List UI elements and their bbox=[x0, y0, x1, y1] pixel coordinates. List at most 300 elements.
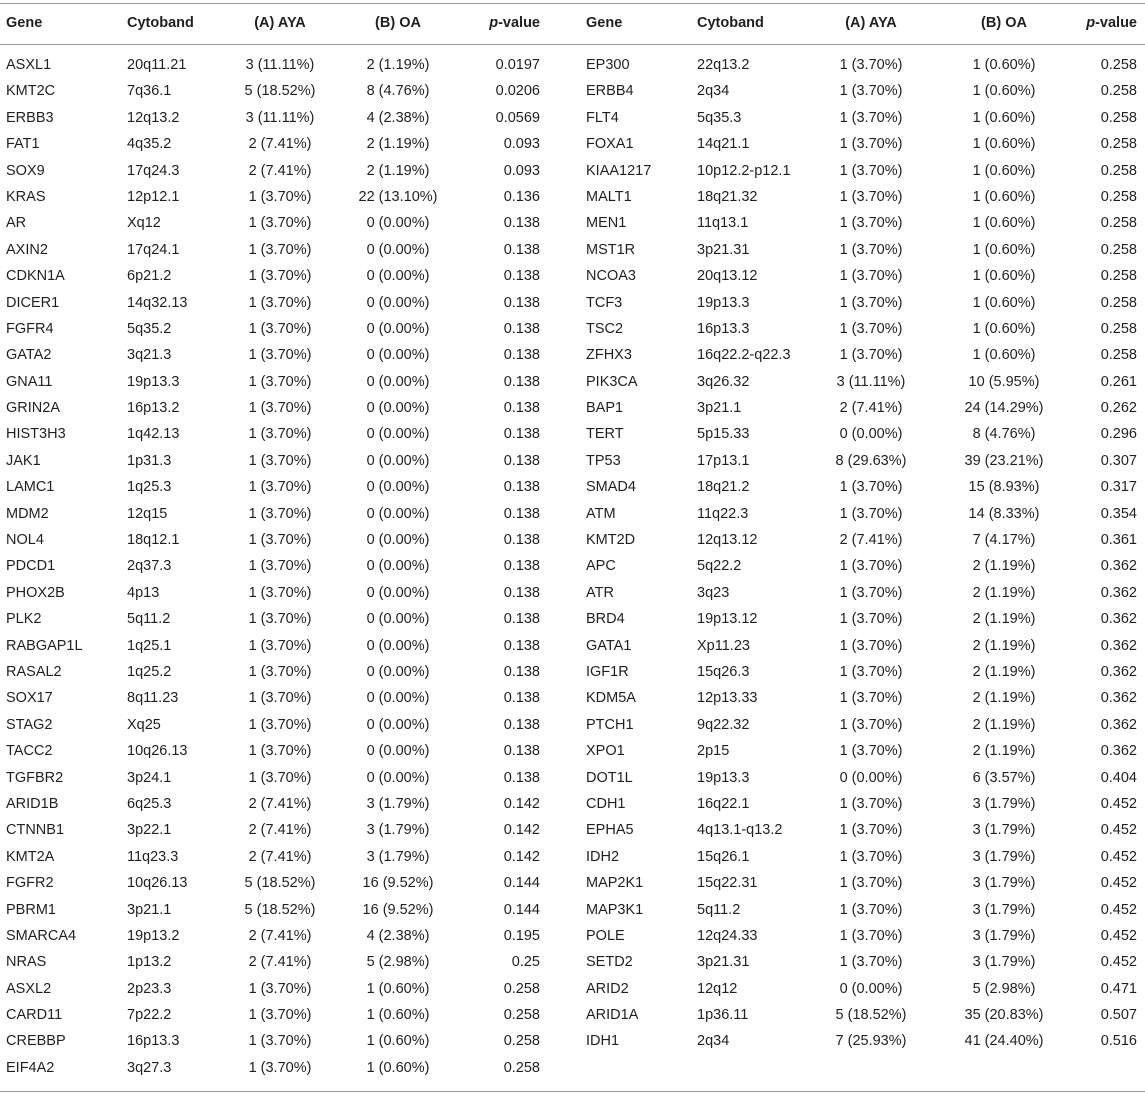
aya-cell: 1 (3.70%) bbox=[839, 743, 903, 760]
aya-cell: 1 (3.70%) bbox=[248, 637, 312, 654]
aya-cell: 1 (3.70%) bbox=[248, 320, 312, 337]
pvalue-cell: 0.258 bbox=[503, 1059, 540, 1076]
aya-cell: 1 (3.70%) bbox=[839, 57, 903, 73]
gene-cell: TP53 bbox=[586, 452, 621, 469]
oa-cell: 2 (1.19%) bbox=[972, 584, 1036, 601]
aya-cell: 2 (7.41%) bbox=[839, 532, 903, 549]
cytoband-cell: 1q42.13 bbox=[127, 426, 180, 443]
table-row bbox=[580, 1030, 1145, 1056]
pvalue-cell: 0.258 bbox=[1100, 215, 1137, 232]
oa-cell: 6 (3.57%) bbox=[972, 769, 1036, 786]
cytoband-cell: 5q35.3 bbox=[697, 109, 742, 126]
cytoband-cell: 16p13.3 bbox=[697, 320, 750, 337]
table-row bbox=[580, 846, 1145, 872]
cytoband-cell: 2q37.3 bbox=[127, 558, 172, 575]
table-row bbox=[580, 925, 1145, 951]
oa-cell: 1 (0.60%) bbox=[972, 109, 1036, 126]
pvalue-cell: 0.452 bbox=[1100, 901, 1137, 918]
header-p-suffix: -value bbox=[1095, 15, 1137, 31]
pvalue-cell: 0.258 bbox=[1100, 294, 1137, 311]
cytoband-cell: 3p22.1 bbox=[127, 822, 172, 839]
cytoband-cell: 22q13.2 bbox=[697, 57, 750, 73]
aya-cell: 1 (3.70%) bbox=[248, 532, 312, 549]
aya-cell: 1 (3.70%) bbox=[839, 109, 903, 126]
table-row bbox=[0, 793, 560, 819]
table-row bbox=[0, 371, 560, 397]
table-row bbox=[0, 1030, 560, 1056]
cytoband-cell: 4p13 bbox=[127, 584, 160, 601]
aya-cell: 3 (11.11%) bbox=[245, 57, 315, 73]
cytoband-cell: 1q25.2 bbox=[127, 663, 172, 680]
oa-cell: 3 (1.79%) bbox=[366, 795, 430, 812]
header-cytoband-left: Cytoband bbox=[127, 15, 194, 31]
oa-cell: 2 (1.19%) bbox=[972, 690, 1036, 707]
gene-cell: APC bbox=[586, 558, 616, 575]
pvalue-cell: 0.452 bbox=[1100, 822, 1137, 839]
aya-cell: 1 (3.70%) bbox=[839, 584, 903, 601]
table-row bbox=[0, 318, 560, 344]
oa-cell: 0 (0.00%) bbox=[366, 400, 430, 417]
table-row bbox=[580, 555, 1145, 581]
oa-cell: 3 (1.79%) bbox=[972, 848, 1036, 865]
gene-cell: ATR bbox=[586, 584, 614, 601]
oa-cell: 1 (0.60%) bbox=[366, 1007, 430, 1024]
gene-cell: MAP2K1 bbox=[586, 875, 644, 892]
pvalue-cell: 0.138 bbox=[503, 690, 540, 707]
gene-cell: NRAS bbox=[6, 954, 47, 971]
aya-cell: 3 (11.11%) bbox=[836, 373, 906, 390]
table-row bbox=[0, 555, 560, 581]
oa-cell: 3 (1.79%) bbox=[972, 927, 1036, 944]
oa-cell: 0 (0.00%) bbox=[366, 505, 430, 522]
pvalue-cell: 0.258 bbox=[1100, 188, 1137, 205]
aya-cell: 2 (7.41%) bbox=[248, 848, 312, 865]
aya-cell: 1 (3.70%) bbox=[248, 505, 312, 522]
table-row bbox=[0, 107, 560, 133]
cytoband-cell: 12p12.1 bbox=[127, 188, 180, 205]
pvalue-cell: 0.138 bbox=[503, 426, 540, 443]
aya-cell: 1 (3.70%) bbox=[248, 663, 312, 680]
pvalue-cell: 0.138 bbox=[503, 215, 540, 232]
table-row bbox=[580, 371, 1145, 397]
pvalue-cell: 0.258 bbox=[1100, 241, 1137, 258]
cytoband-cell: 19p13.3 bbox=[697, 294, 750, 311]
gene-cell: RABGAP1L bbox=[6, 637, 83, 654]
table-row bbox=[580, 635, 1145, 661]
pvalue-cell: 0.138 bbox=[503, 611, 540, 628]
table-row bbox=[580, 714, 1145, 740]
aya-cell: 1 (3.70%) bbox=[248, 584, 312, 601]
oa-cell: 39 (23.21%) bbox=[964, 452, 1044, 469]
pvalue-cell: 0.258 bbox=[1100, 83, 1137, 100]
pvalue-cell: 0.362 bbox=[1100, 611, 1137, 628]
table-row bbox=[0, 635, 560, 661]
table-row bbox=[0, 925, 560, 951]
cytoband-cell: 15q22.31 bbox=[697, 875, 758, 892]
aya-cell: 1 (3.70%) bbox=[839, 954, 903, 971]
gene-cell: STAG2 bbox=[6, 716, 53, 733]
table-row bbox=[580, 397, 1145, 423]
gene-cell: CDKN1A bbox=[6, 268, 65, 285]
oa-cell: 41 (24.40%) bbox=[964, 1033, 1044, 1050]
table-row bbox=[580, 951, 1145, 977]
oa-cell: 24 (14.29%) bbox=[964, 400, 1044, 417]
aya-cell: 2 (7.41%) bbox=[248, 822, 312, 839]
header-rule bbox=[0, 44, 1145, 45]
aya-cell: 1 (3.70%) bbox=[248, 479, 312, 496]
table-row bbox=[0, 846, 560, 872]
pvalue-cell: 0.138 bbox=[503, 400, 540, 417]
oa-cell: 10 (5.95%) bbox=[968, 373, 1040, 390]
cytoband-cell: 8q11.23 bbox=[127, 690, 179, 707]
pvalue-cell: 0.452 bbox=[1100, 927, 1137, 944]
cytoband-cell: 16p13.2 bbox=[127, 400, 180, 417]
gene-cell: TCF3 bbox=[586, 294, 623, 311]
aya-cell: 1 (3.70%) bbox=[248, 716, 312, 733]
header-p-italic: p bbox=[1086, 15, 1096, 31]
gene-cell: ARID1B bbox=[6, 795, 59, 812]
cytoband-cell: 20q11.21 bbox=[127, 57, 187, 73]
oa-cell: 0 (0.00%) bbox=[366, 347, 430, 364]
gene-cell: ERBB3 bbox=[6, 109, 54, 126]
cytoband-cell: 4q35.2 bbox=[127, 136, 172, 153]
pvalue-cell: 0.195 bbox=[503, 927, 540, 944]
aya-cell: 1 (3.70%) bbox=[248, 611, 312, 628]
gene-cell: BRD4 bbox=[586, 611, 625, 628]
aya-cell: 1 (3.70%) bbox=[839, 479, 903, 496]
header-pvalue-right bbox=[1065, 15, 1137, 31]
table-row bbox=[580, 265, 1145, 291]
cytoband-cell: 1p36.11 bbox=[697, 1007, 749, 1024]
table-row bbox=[0, 608, 560, 634]
oa-cell: 3 (1.79%) bbox=[972, 954, 1036, 971]
cytoband-cell: 16q22.1 bbox=[697, 795, 750, 812]
aya-cell: 1 (3.70%) bbox=[839, 663, 903, 680]
oa-cell: 1 (0.60%) bbox=[366, 1033, 430, 1050]
gene-cell: PLK2 bbox=[6, 611, 42, 628]
aya-cell: 5 (18.52%) bbox=[244, 875, 316, 892]
oa-cell: 0 (0.00%) bbox=[366, 743, 430, 760]
gene-cell: KMT2C bbox=[6, 83, 56, 100]
header-oa-left: (B) OA bbox=[375, 15, 421, 31]
aya-cell: 1 (3.70%) bbox=[248, 743, 312, 760]
cytoband-cell: 5p15.33 bbox=[697, 426, 750, 443]
pvalue-cell: 0.0206 bbox=[495, 83, 540, 100]
aya-cell: 1 (3.70%) bbox=[839, 268, 903, 285]
table-row bbox=[0, 978, 560, 1004]
cytoband-cell: 3q26.32 bbox=[697, 373, 750, 390]
cytoband-cell: 11q22.3 bbox=[697, 505, 749, 522]
oa-cell: 1 (0.60%) bbox=[366, 980, 430, 997]
pvalue-cell: 0.138 bbox=[503, 241, 540, 258]
oa-cell: 3 (1.79%) bbox=[366, 822, 430, 839]
gene-cell: SOX9 bbox=[6, 162, 45, 179]
gene-cell: ERBB4 bbox=[586, 83, 634, 100]
oa-cell: 8 (4.76%) bbox=[972, 426, 1036, 443]
cytoband-cell: 3q27.3 bbox=[127, 1059, 172, 1076]
gene-cell: PDCD1 bbox=[6, 558, 56, 575]
table-row bbox=[0, 503, 560, 529]
pvalue-cell: 0.138 bbox=[503, 320, 540, 337]
table-row bbox=[0, 160, 560, 186]
cytoband-cell: 7q36.1 bbox=[127, 83, 172, 100]
table-row bbox=[0, 80, 560, 106]
table-row bbox=[580, 160, 1145, 186]
cytoband-cell: 18q12.1 bbox=[127, 532, 180, 549]
oa-cell: 1 (0.60%) bbox=[972, 241, 1036, 258]
aya-cell: 1 (3.70%) bbox=[839, 215, 903, 232]
aya-cell: 1 (3.70%) bbox=[839, 927, 903, 944]
pvalue-cell: 0.296 bbox=[1100, 426, 1137, 443]
pvalue-cell: 0.093 bbox=[503, 162, 540, 179]
oa-cell: 0 (0.00%) bbox=[366, 373, 430, 390]
oa-cell: 22 (13.10%) bbox=[358, 188, 438, 205]
gene-cell: ZFHX3 bbox=[586, 347, 632, 364]
pvalue-cell: 0.362 bbox=[1100, 584, 1137, 601]
pvalue-cell: 0.0569 bbox=[495, 109, 540, 126]
cytoband-cell: 5q22.2 bbox=[697, 558, 742, 575]
gene-cell: CTNNB1 bbox=[6, 822, 65, 839]
gene-cell: KIAA1217 bbox=[586, 162, 652, 179]
gene-cell: XPO1 bbox=[586, 743, 625, 760]
table-row bbox=[0, 450, 560, 476]
table-row bbox=[580, 819, 1145, 845]
aya-cell: 0 (0.00%) bbox=[839, 980, 903, 997]
oa-cell: 0 (0.00%) bbox=[366, 637, 430, 654]
oa-cell: 0 (0.00%) bbox=[366, 690, 430, 707]
gene-cell: GATA2 bbox=[6, 347, 52, 364]
header-pvalue-left bbox=[460, 15, 540, 31]
oa-cell: 3 (1.79%) bbox=[972, 901, 1036, 918]
pvalue-cell: 0.093 bbox=[503, 136, 540, 153]
left-column-group bbox=[0, 54, 560, 1083]
aya-cell: 3 (11.11%) bbox=[245, 109, 315, 126]
table-row bbox=[580, 529, 1145, 555]
table-row bbox=[580, 661, 1145, 687]
oa-cell: 0 (0.00%) bbox=[366, 663, 430, 680]
pvalue-cell: 0.261 bbox=[1100, 373, 1137, 390]
gene-cell: ASXL1 bbox=[6, 57, 52, 73]
pvalue-cell: 0.138 bbox=[503, 532, 540, 549]
table-row bbox=[0, 819, 560, 845]
aya-cell: 1 (3.70%) bbox=[248, 690, 312, 707]
gene-cell: ASXL2 bbox=[6, 980, 52, 997]
pvalue-cell: 0.258 bbox=[1100, 162, 1137, 179]
cytoband-cell: Xp11.23 bbox=[697, 637, 750, 654]
table-row bbox=[580, 767, 1145, 793]
gene-cell: PBRM1 bbox=[6, 901, 56, 918]
table-row bbox=[0, 687, 560, 713]
pvalue-cell: 0.138 bbox=[503, 268, 540, 285]
oa-cell: 14 (8.33%) bbox=[968, 505, 1040, 522]
gene-cell: TGFBR2 bbox=[6, 769, 64, 786]
pvalue-cell: 0.142 bbox=[503, 795, 540, 812]
aya-cell: 1 (3.70%) bbox=[839, 795, 903, 812]
table-row bbox=[0, 212, 560, 238]
pvalue-cell: 0.138 bbox=[503, 769, 540, 786]
gene-cell: CARD11 bbox=[6, 1007, 63, 1024]
cytoband-cell: 11q23.3 bbox=[127, 848, 179, 865]
table-row bbox=[0, 186, 560, 212]
gene-cell: MALT1 bbox=[586, 188, 632, 205]
cytoband-cell: 20q13.12 bbox=[697, 268, 758, 285]
oa-cell: 0 (0.00%) bbox=[366, 584, 430, 601]
gene-cell: IGF1R bbox=[586, 663, 629, 680]
cytoband-cell: 18q21.32 bbox=[697, 188, 758, 205]
table-row bbox=[580, 899, 1145, 925]
gene-cell: SOX17 bbox=[6, 690, 53, 707]
gene-cell: IDH2 bbox=[586, 848, 620, 865]
pvalue-cell: 0.452 bbox=[1100, 954, 1137, 971]
gene-cell: NCOA3 bbox=[586, 268, 636, 285]
header-gene-right: Gene bbox=[586, 15, 623, 31]
table-row bbox=[0, 239, 560, 265]
cytoband-cell: 7p22.2 bbox=[127, 1007, 172, 1024]
aya-cell: 2 (7.41%) bbox=[248, 162, 312, 179]
gene-cell: CREBBP bbox=[6, 1033, 66, 1050]
aya-cell: 1 (3.70%) bbox=[839, 241, 903, 258]
oa-cell: 2 (1.19%) bbox=[366, 162, 430, 179]
cytoband-cell: 17p13.1 bbox=[697, 452, 750, 469]
aya-cell: 1 (3.70%) bbox=[839, 294, 903, 311]
aya-cell: 1 (3.70%) bbox=[839, 822, 903, 839]
pvalue-cell: 0.258 bbox=[503, 1033, 540, 1050]
gene-cell: AR bbox=[6, 215, 27, 232]
aya-cell: 1 (3.70%) bbox=[248, 558, 312, 575]
pvalue-cell: 0.0197 bbox=[495, 57, 540, 73]
cytoband-cell: 14q21.1 bbox=[697, 136, 750, 153]
gene-cell: LAMC1 bbox=[6, 479, 55, 496]
table-row bbox=[580, 687, 1145, 713]
oa-cell: 2 (1.19%) bbox=[972, 558, 1036, 575]
cytoband-cell: Xq12 bbox=[127, 215, 161, 232]
oa-cell: 0 (0.00%) bbox=[366, 320, 430, 337]
pvalue-cell: 0.258 bbox=[1100, 136, 1137, 153]
aya-cell: 2 (7.41%) bbox=[248, 927, 312, 944]
cytoband-cell: 1q25.3 bbox=[127, 479, 172, 496]
cytoband-cell: 3p21.1 bbox=[697, 400, 742, 417]
aya-cell: 2 (7.41%) bbox=[248, 954, 312, 971]
table-row bbox=[580, 793, 1145, 819]
aya-cell: 8 (29.63%) bbox=[835, 452, 907, 469]
aya-cell: 1 (3.70%) bbox=[839, 558, 903, 575]
gene-cell: FLT4 bbox=[586, 109, 619, 126]
pvalue-cell: 0.258 bbox=[1100, 347, 1137, 364]
gene-cell: GRIN2A bbox=[6, 400, 60, 417]
gene-cell: AXIN2 bbox=[6, 241, 48, 258]
aya-cell: 1 (3.70%) bbox=[248, 268, 312, 285]
oa-cell: 16 (9.52%) bbox=[362, 901, 434, 918]
pvalue-cell: 0.258 bbox=[503, 980, 540, 997]
aya-cell: 1 (3.70%) bbox=[248, 188, 312, 205]
table-row bbox=[0, 292, 560, 318]
gene-cell: KMT2D bbox=[586, 532, 636, 549]
oa-cell: 2 (1.19%) bbox=[972, 716, 1036, 733]
gene-cell: GATA1 bbox=[586, 637, 632, 654]
pvalue-cell: 0.138 bbox=[503, 716, 540, 733]
table-row bbox=[580, 133, 1145, 159]
aya-cell: 1 (3.70%) bbox=[839, 848, 903, 865]
gene-cell: FAT1 bbox=[6, 136, 40, 153]
cytoband-cell: 19p13.3 bbox=[127, 373, 180, 390]
pvalue-cell: 0.362 bbox=[1100, 716, 1137, 733]
aya-cell: 1 (3.70%) bbox=[839, 320, 903, 337]
oa-cell: 16 (9.52%) bbox=[362, 875, 434, 892]
cytoband-cell: 5q35.2 bbox=[127, 320, 172, 337]
gene-cell: NOL4 bbox=[6, 532, 44, 549]
oa-cell: 1 (0.60%) bbox=[972, 83, 1036, 100]
oa-cell: 4 (2.38%) bbox=[366, 927, 430, 944]
oa-cell: 1 (0.60%) bbox=[972, 347, 1036, 364]
table-row bbox=[580, 423, 1145, 449]
cytoband-cell: 6q25.3 bbox=[127, 795, 172, 812]
cytoband-cell: Xq25 bbox=[127, 716, 161, 733]
pvalue-cell: 0.138 bbox=[503, 584, 540, 601]
cytoband-cell: 6p21.2 bbox=[127, 268, 172, 285]
cytoband-cell: 2q34 bbox=[697, 1033, 730, 1050]
table-row bbox=[0, 951, 560, 977]
aya-cell: 1 (3.70%) bbox=[839, 637, 903, 654]
oa-cell: 3 (1.79%) bbox=[366, 848, 430, 865]
gene-cell: EP300 bbox=[586, 57, 630, 73]
table-row bbox=[580, 186, 1145, 212]
gene-cell: TSC2 bbox=[586, 320, 624, 337]
gene-cell: KRAS bbox=[6, 188, 46, 205]
aya-cell: 2 (7.41%) bbox=[248, 136, 312, 153]
pvalue-cell: 0.404 bbox=[1100, 769, 1137, 786]
aya-cell: 1 (3.70%) bbox=[248, 452, 312, 469]
cytoband-cell: 1p13.2 bbox=[127, 954, 172, 971]
gene-cell: BAP1 bbox=[586, 400, 624, 417]
gene-cell: ARID2 bbox=[586, 980, 629, 997]
top-rule bbox=[0, 3, 1145, 4]
aya-cell: 7 (25.93%) bbox=[835, 1033, 907, 1050]
pvalue-cell: 0.362 bbox=[1100, 558, 1137, 575]
table-row bbox=[0, 767, 560, 793]
header-row bbox=[0, 10, 1145, 38]
pvalue-cell: 0.138 bbox=[503, 479, 540, 496]
oa-cell: 0 (0.00%) bbox=[366, 215, 430, 232]
pvalue-cell: 0.138 bbox=[503, 505, 540, 522]
gene-cell: PTCH1 bbox=[586, 716, 634, 733]
oa-cell: 2 (1.19%) bbox=[972, 663, 1036, 680]
oa-cell: 2 (1.19%) bbox=[972, 611, 1036, 628]
table-row bbox=[0, 344, 560, 370]
cytoband-cell: 12q13.12 bbox=[697, 532, 758, 549]
aya-cell: 0 (0.00%) bbox=[839, 426, 903, 443]
oa-cell: 0 (0.00%) bbox=[366, 452, 430, 469]
aya-cell: 1 (3.70%) bbox=[248, 215, 312, 232]
pvalue-cell: 0.452 bbox=[1100, 875, 1137, 892]
aya-cell: 2 (7.41%) bbox=[839, 400, 903, 417]
gene-cell: FOXA1 bbox=[586, 136, 634, 153]
table-row bbox=[0, 265, 560, 291]
aya-cell: 1 (3.70%) bbox=[248, 347, 312, 364]
header-aya-right: (A) AYA bbox=[845, 15, 897, 31]
pvalue-cell: 0.258 bbox=[1100, 109, 1137, 126]
oa-cell: 1 (0.60%) bbox=[972, 294, 1036, 311]
cytoband-cell: 1p31.3 bbox=[127, 452, 172, 469]
gene-cell: HIST3H3 bbox=[6, 426, 66, 443]
table-row bbox=[580, 344, 1145, 370]
cytoband-cell: 5q11.2 bbox=[697, 901, 741, 918]
cytoband-cell: 19p13.2 bbox=[127, 927, 180, 944]
header-oa-right: (B) OA bbox=[981, 15, 1027, 31]
cytoband-cell: 2q34 bbox=[697, 83, 730, 100]
right-column-group bbox=[580, 54, 1145, 1057]
aya-cell: 1 (3.70%) bbox=[839, 505, 903, 522]
gene-cell: ARID1A bbox=[586, 1007, 639, 1024]
